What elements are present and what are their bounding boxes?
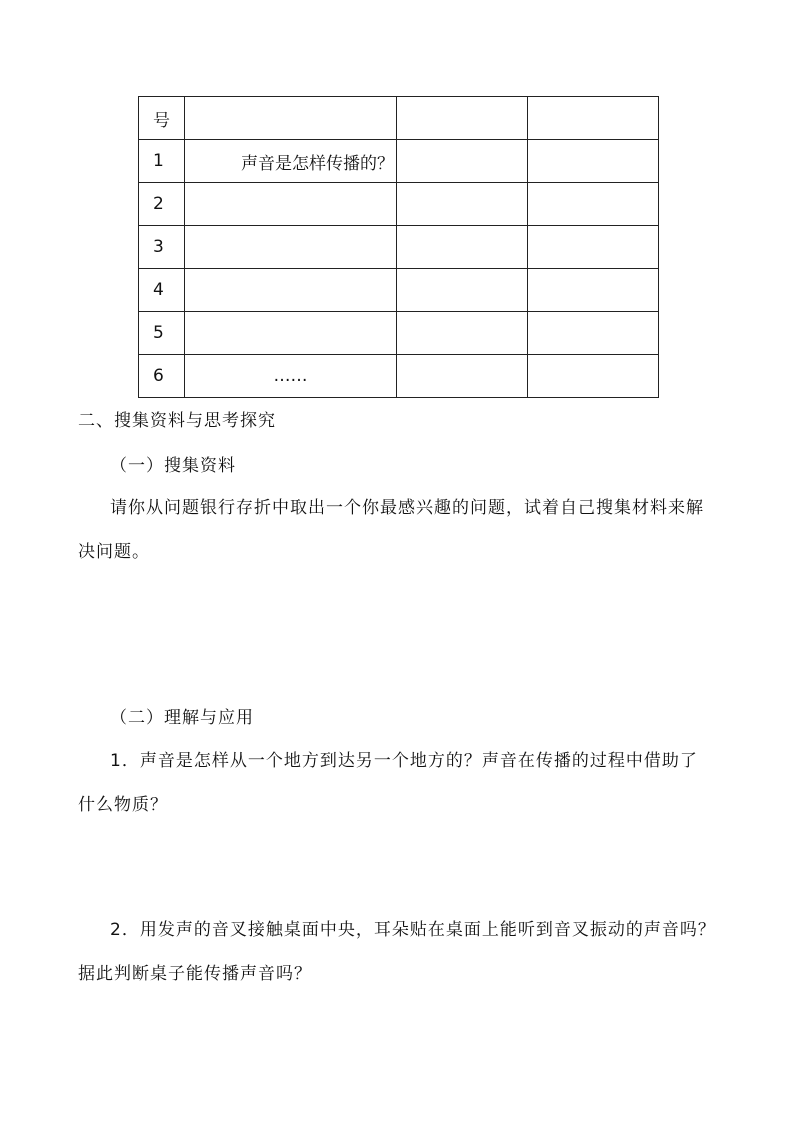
question-2-line: 据此判断桌子能传播声音吗？: [78, 964, 312, 984]
table-row: [139, 226, 659, 269]
question-cell: [185, 312, 397, 355]
empty-cell: [528, 183, 659, 226]
section-heading: 二、搜集资料与思考探究: [78, 411, 276, 431]
paragraph-line: 请你从问题银行存折中取出一个你最感兴趣的问题，试着自己搜集材料来解: [110, 498, 704, 518]
empty-cell: [397, 140, 528, 183]
row-number: 4: [139, 269, 185, 312]
table-row: [139, 183, 659, 226]
empty-cell: [528, 97, 659, 140]
table-row: [139, 312, 659, 355]
paragraph-line: 决问题。: [78, 542, 150, 562]
empty-cell: [528, 355, 659, 398]
question-cell: [185, 183, 397, 226]
table-row: [139, 140, 659, 183]
question-cell: [185, 269, 397, 312]
empty-cell: [397, 97, 528, 140]
row-number: 2: [139, 183, 185, 226]
row-number: 1: [139, 140, 185, 183]
table-row: [139, 269, 659, 312]
empty-cell: [528, 140, 659, 183]
empty-cell: [528, 312, 659, 355]
empty-cell: [397, 269, 528, 312]
question-2-line: 2．用发声的音叉接触桌面中央，耳朵贴在桌面上能听到音叉振动的声音吗？: [110, 920, 716, 940]
subsection-heading-collect: （一）搜集资料: [110, 456, 236, 476]
table-row: [139, 97, 659, 140]
row-number: 5: [139, 312, 185, 355]
question-cell: [185, 226, 397, 269]
empty-cell: [397, 355, 528, 398]
empty-cell: [528, 269, 659, 312]
question-cell: [185, 97, 397, 140]
subsection-heading-apply: （二）理解与应用: [110, 708, 254, 728]
question-1-line: 什么物质？: [78, 795, 168, 815]
row-number: 6: [139, 355, 185, 398]
question-cell: 声音是怎样传播的？: [185, 140, 397, 183]
empty-cell: [528, 226, 659, 269]
table-row: [139, 355, 659, 398]
question-1-line: 1．声音是怎样从一个地方到达另一个地方的？声音在传播的过程中借助了: [110, 751, 698, 771]
empty-cell: [397, 183, 528, 226]
row-number: 号: [139, 97, 185, 140]
question-cell: ……: [185, 355, 397, 398]
empty-cell: [397, 226, 528, 269]
row-number: 3: [139, 226, 185, 269]
question-bank-table: [138, 96, 659, 398]
empty-cell: [397, 312, 528, 355]
